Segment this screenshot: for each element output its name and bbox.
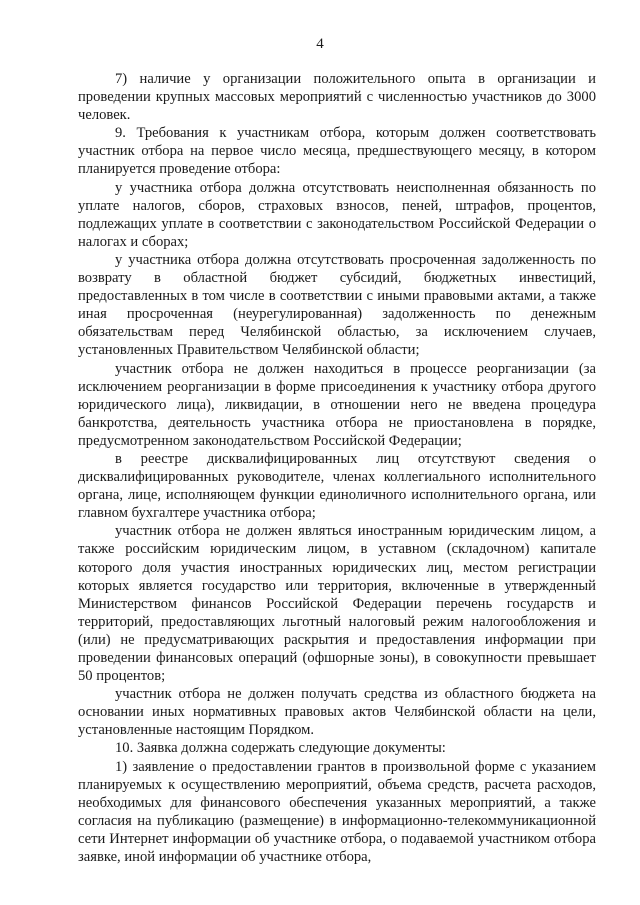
paragraph-disqualified-registry: в реестре дисквалифицированных лиц отсутствуют сведения о дисквалифицированных руководителе, членах коллегиального исполнительного органа, лице, исполняющем функции единоличного исполнительного органа, или главном бухгалтере участника отбора; — [78, 450, 596, 522]
paragraph-overdue-debt: у участника отбора должна отсутствовать просроченная задолженность по возврату в областной бюджет субсидий, бюджетных инвестиций, предоставленных в том числе в соответствии с иными правовыми актами, а также иная просроченная (неурегулированная) задолженность по денежным обязательствам перед Челябинской областью, за исключением случаев, установленных Правительством Челябинской области; — [78, 251, 596, 359]
page-number: 4 — [316, 36, 324, 52]
paragraph-reorganization: участник отбора не должен находиться в процессе реорганизации (за исключением реорганизации в форме присоединения к участнику отбора другого юридического лица), ликвидации, в отношении него не введена процедура банкротства, деятельность участника отбора не приостановлена в порядке, предусмотренном законодательством Российской Федерации; — [78, 360, 596, 449]
paragraph-application: 1) заявление о предоставлении грантов в произвольной форме с указанием планируемых к осуществлению мероприятий, объема средств, расчета расходов, необходимых для финансового обеспечения указанных мероприятий, а также согласия на публикацию (размещение) в информационно-телекоммуникационной сети Интернет информации об участнике отбора, о подаваемой участником отбора заявке, иной информации об участнике отбора, — [78, 758, 596, 866]
paragraph-foreign-entity: участник отбора не должен являться иностранным юридическим лицом, а также российским юридическим лицом, в уставном (складочном) капитале которого доля участия иностранных юридических лиц, местом регистрации которых является государство или территория, включенные в утвержденный Министерством финансов Российской Федерации перечень государств и территорий, предоставляющих льготный налоговый режим налогообложения и (или) не предусматривающих раскрытия и предоставления информации при проведении финансовых операций (офшорные зоны), в совокупности превышает 50 процентов; — [78, 523, 596, 685]
paragraph-other-funds: участник отбора не должен получать средства из областного бюджета на основании иных нормативных правовых актов Челябинской области на цели, установленные настоящим Порядком. — [78, 686, 596, 739]
paragraph-tax-obligation: у участника отбора должна отсутствовать неисполненная обязанность по уплате налогов, сборов, страховых взносов, пеней, штрафов, процентов, подлежащих уплате в соответствии с законодательством Российской Федерации о налогах и сборах; — [78, 179, 596, 250]
paragraph-section-10: 10. Заявка должна содержать следующие документы: — [115, 740, 446, 757]
paragraph-item-7: 7) наличие у организации положительного опыта в организации и проведении крупных массовых мероприятий с численностью участников до 3000 человек. — [78, 71, 596, 124]
document-body — [78, 70, 596, 866]
paragraph-section-9: 9. Требования к участникам отбора, которым должен соответствовать участник отбора на первое число месяца, предшествующего месяцу, в котором планируется проведение отбора: — [78, 125, 596, 178]
